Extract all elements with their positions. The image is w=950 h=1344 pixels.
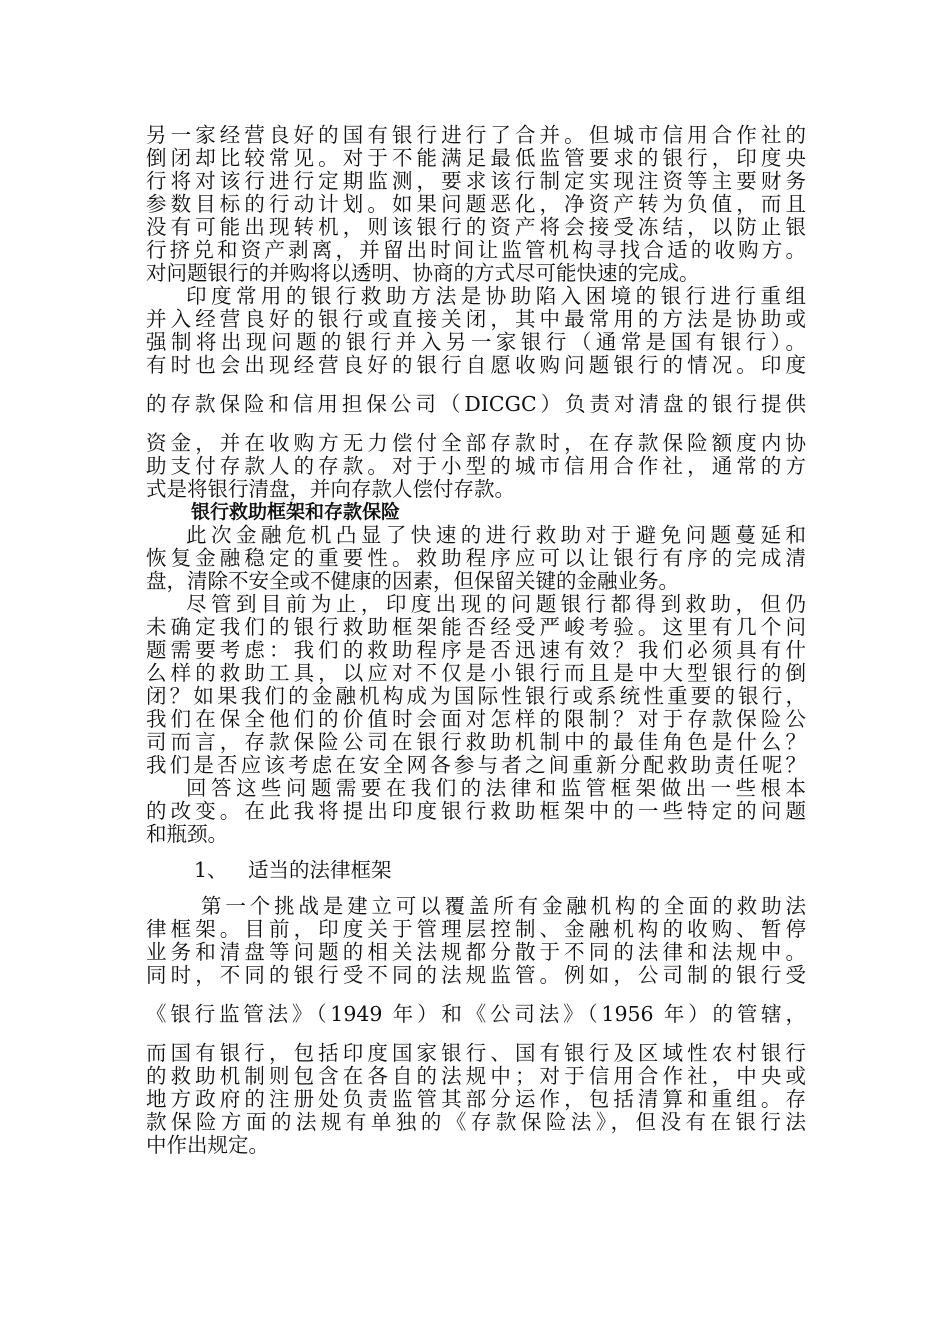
text-line: 的改变。在此我将提出印度银行救助框架中的一些特定的问题	[146, 799, 806, 823]
text-line: 闭？如果我们的金融机构成为国际性银行或系统性重要的银行，	[146, 684, 806, 708]
numbered-heading	[146, 859, 806, 882]
text-line: 参数目标的行动计划。如果问题恶化，净资产转为负值，而且	[146, 192, 806, 216]
text-line: 倒闭却比较常见。对于不能满足最低监管要求的银行，印度央	[146, 146, 806, 170]
paragraph-legal-framework	[146, 895, 806, 1157]
text-line: 行挤兑和资产剥离，并留出时间让监管机构寻找合适的收购方。	[146, 238, 806, 262]
text-line: 地方政府的注册处负责监管其部分运作，包括清算和重组。存	[146, 1087, 806, 1111]
text-line: 题需要考虑：我们的救助程序是否迅速有效？我们必须具有什	[146, 638, 806, 662]
text-line: 司而言，存款保险公司在银行救助机制中的最佳角色是什么？	[146, 730, 806, 754]
text-line: 同时，不同的银行受不同的法规监管。例如，公司制的银行受	[146, 963, 806, 987]
paragraph-merger	[146, 124, 806, 285]
section-heading: 银行救助框架和存款保险	[191, 501, 401, 523]
paragraph-questions	[146, 593, 806, 777]
text-line: 律框架。目前，印度关于管理层控制、金融机构的收购、暂停	[146, 917, 806, 941]
text-line: 业务和清盘等问题的相关法规都分散于不同的法律和法规中。	[146, 940, 806, 964]
item-number: 1、	[194, 858, 228, 882]
text-line: 未确定我们的银行救助框架能否经受严峻考验。这里有几个问	[146, 615, 806, 639]
text-line: 我们是否应该考虑在安全网各参与者之间重新分配救助责任呢？	[146, 753, 806, 777]
text-line: 盘，清除不安全或不健康的因素，但保留关键的金融业务。	[146, 569, 679, 593]
text-line: 此次金融危机凸显了快速的进行救助对于避免问题蔓延和	[186, 523, 806, 547]
text-line: 印度常用的银行救助方法是协助陷入困境的银行进行重组	[186, 284, 806, 308]
text-line: 另一家经营良好的国有银行进行了合并。但城市信用合作社的	[146, 123, 806, 147]
text-line: 对问题银行的并购将以透明、协商的方式尽可能快速的完成。	[146, 261, 700, 285]
text-line: 我们在保全他们的价值时会面对怎样的限制？对于存款保险公	[146, 707, 806, 731]
paragraph-rescue-methods	[146, 285, 806, 501]
paragraph-answers	[146, 777, 806, 846]
text-line: 强制将出现问题的银行并入另一家银行（通常是国有银行）。	[146, 330, 806, 354]
text-line: 资金，并在收购方无力偿付全部存款时，在存款保险额度内协	[146, 431, 806, 455]
text-line: 的存款保险和信用担保公司（DICGC）负责对清盘的银行提供	[146, 392, 806, 416]
text-line: 恢复金融稳定的重要性。救助程序应可以让银行有序的完成清	[146, 546, 806, 570]
document-body	[146, 124, 806, 1157]
text-line: 和瓶颈。	[146, 822, 228, 846]
item-title: 适当的法律框架	[248, 858, 392, 882]
text-line: 么样的救助工具，以应对不仅是小银行而且是中大型银行的倒	[146, 661, 806, 685]
text-line: 款保险方面的法规有单独的《存款保险法》，但没有在银行法	[146, 1110, 806, 1134]
text-line: 有时也会出现经营良好的银行自愿收购问题银行的情况。印度	[146, 353, 806, 377]
text-line: 助支付存款人的存款。对于小型的城市信用合作社，通常的方	[146, 454, 806, 478]
text-line: 没有可能出现转机，则该银行的资产将会接受冻结，以防止银	[146, 215, 806, 239]
text-line: 回答这些问题需要在我们的法律和监管框架做出一些根本	[186, 776, 806, 800]
text-line: 第一个挑战是建立可以覆盖所有金融机构的全面的救助法	[201, 894, 806, 918]
text-line: 《银行监管法》（1949 年）和《公司法》（1956 年）的管辖，	[146, 1002, 806, 1026]
text-line: 而国有银行，包括印度国家银行、国有银行及区域性农村银行	[146, 1041, 806, 1065]
paragraph-crisis	[146, 524, 806, 593]
text-line: 行将对该行进行定期监测，要求该行制定实现注资等主要财务	[146, 169, 806, 193]
text-line: 尽管到目前为止，印度出现的问题银行都得到救助，但仍	[186, 592, 806, 616]
text-line: 式是将银行清盘，并向存款人偿付存款。	[146, 477, 515, 501]
text-line: 的救助机制则包含在各自的法规中；对于信用合作社，中央或	[146, 1064, 806, 1088]
text-line: 并入经营良好的银行或直接关闭，其中最常用的方法是协助或	[146, 307, 806, 331]
text-line: 中作出规定。	[146, 1133, 269, 1157]
